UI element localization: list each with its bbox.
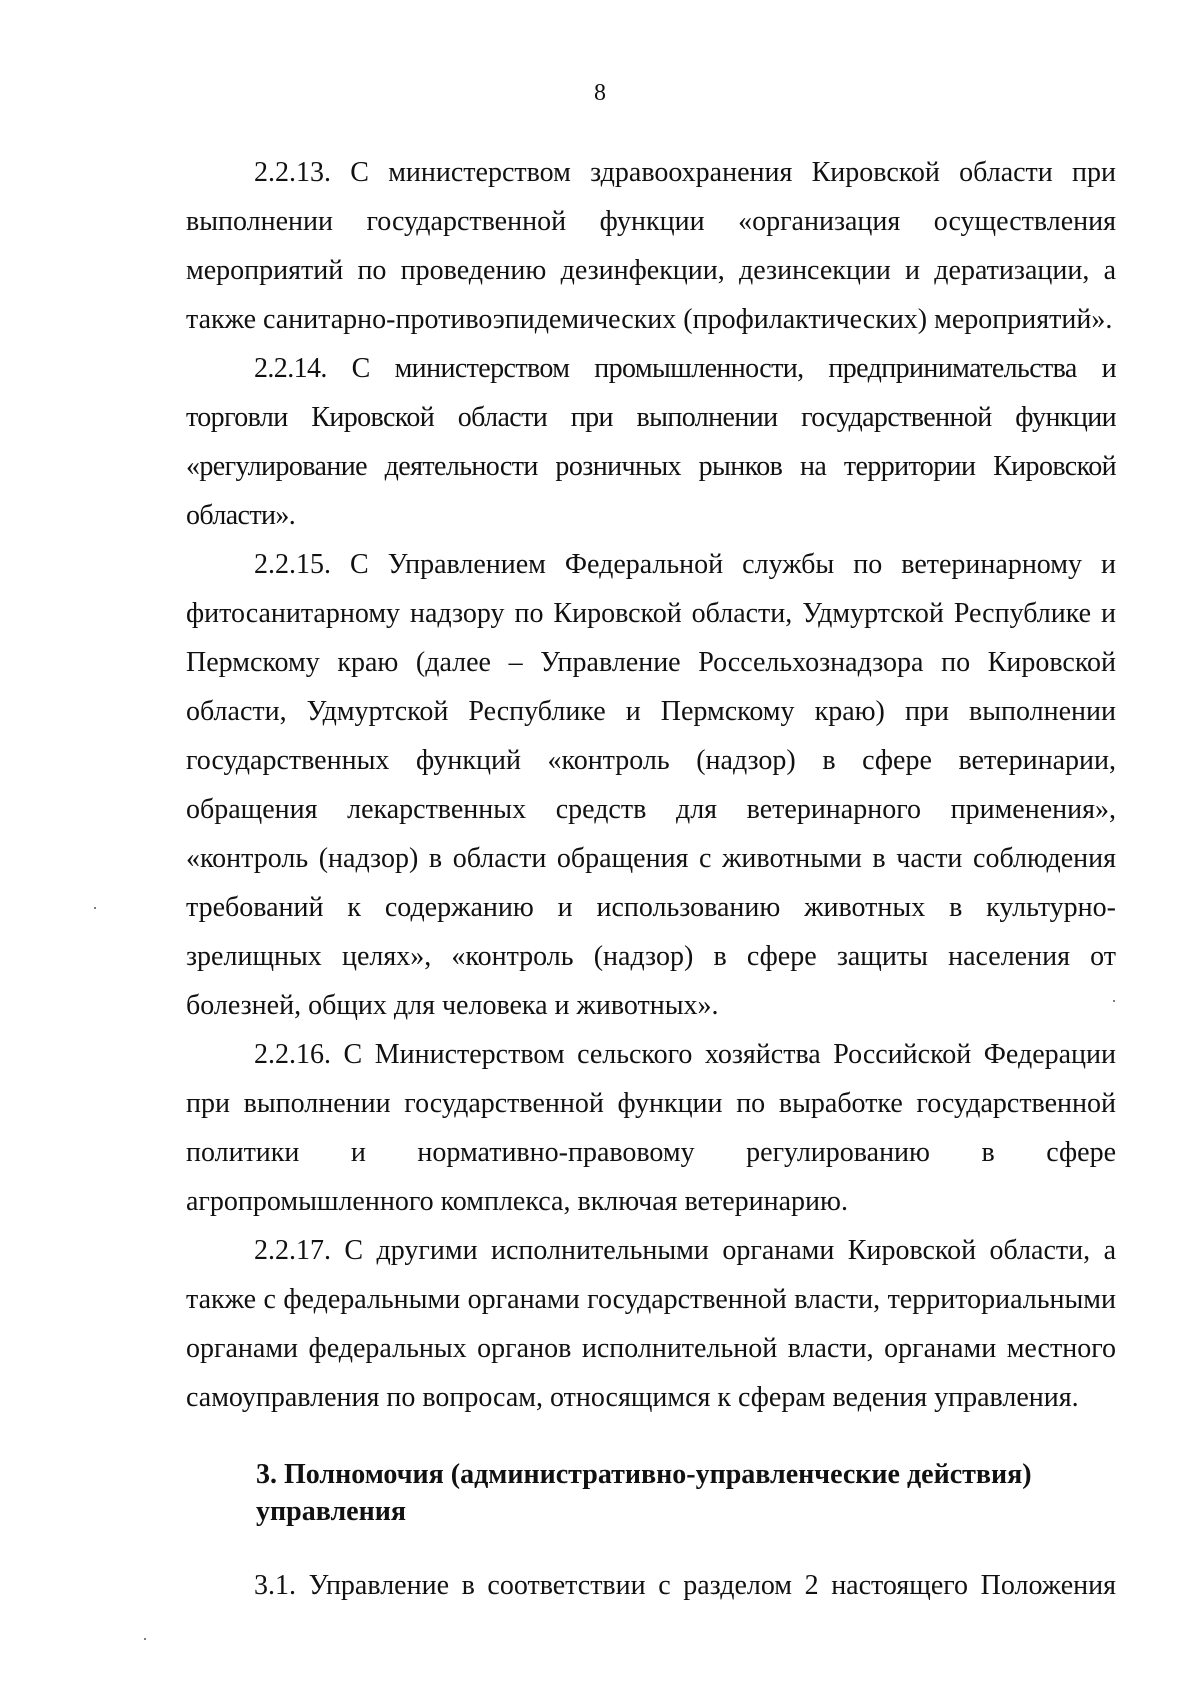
paragraph-2-2-17: 2.2.17. С другими исполнительными органами Кировской области, а также с федеральными органами государственной власти, территориальными органами федеральных органов исполнительной власти, органами местного самоуправления по вопросам, относящимся к сферам ведения управления.	[186, 1235, 1116, 1413]
paragraph-2-2-15: 2.2.15. С Управлением Федеральной службы по ветеринарному и фитосанитарному надзору по Кировской области, Удмуртской Республике и Пермскому краю (далее – Управление Россельхознадзора по Кировской области, Удмуртской Республике и Пермскому краю) при выполнении государственных функций «контроль (надзор) в сфере ветеринарии, обращения лекарственных средств для ветеринарного применения», «контроль (надзор) в области обращения с животными в части соблюдения требований к содержанию и использованию животных в культурно-зрелищных целях», «контроль (надзор) в сфере защиты населения от болезней, общих для человека и животных».	[186, 549, 1116, 1021]
scan-speck	[1113, 1000, 1115, 1002]
section-3-body	[186, 1561, 1116, 1610]
scan-speck	[94, 907, 96, 909]
paragraph-2-2-16: 2.2.16. С Министерством сельского хозяйства Российской Федерации при выполнении государственной функции по выработке государственной политики и нормативно-правовому регулированию в сфере агропромышленного комплекса, включая ветеринарию.	[186, 1039, 1116, 1217]
document-body	[186, 148, 1116, 1422]
paragraph-3-1: 3.1. Управление в соответствии с разделом 2 настоящего Положения	[254, 1570, 1116, 1601]
scan-speck	[144, 1638, 146, 1640]
paragraph-2-2-13: 2.2.13. С министерством здравоохранения Кировской области при выполнении государственной функции «организация осуществления мероприятий по проведению дезинфекции, дезинсекции и дератизации, а также санитарно-противоэпидемических (профилактических) мероприятий».	[186, 157, 1116, 335]
section-3-heading: 3. Полномочия (административно-управленческие действия) управления	[256, 1459, 1032, 1527]
page-number: 8	[594, 80, 606, 106]
paragraph-2-2-14: 2.2.14. С министерством промышленности, предпринимательства и торговли Кировской области при выполнении государственной функции «регулирование деятельности розничных рынков на территории Кировской области».	[186, 353, 1116, 531]
